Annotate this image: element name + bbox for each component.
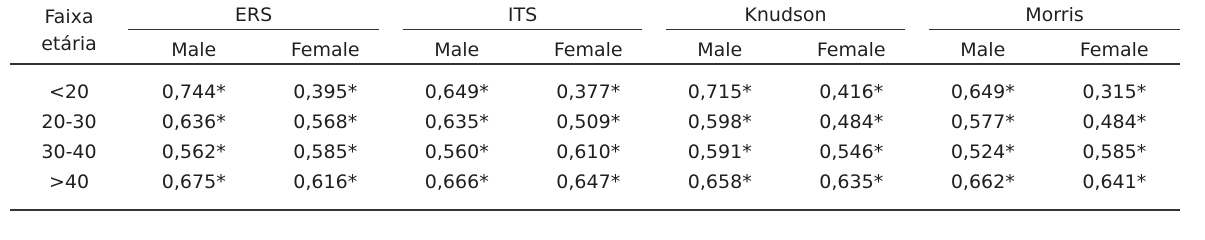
- table-cell: 0,658*: [687, 171, 752, 193]
- table-cell: 0,524*: [950, 141, 1015, 163]
- correlation-table: [10, 0, 1180, 197]
- table-cell: 0,715*: [687, 81, 752, 103]
- age-group-label: >40: [48, 171, 90, 193]
- sex-header: Female: [523, 36, 655, 64]
- age-group-label: 30-40: [41, 141, 97, 163]
- table-bottom-rule: [10, 209, 1180, 211]
- table-cell: 0,315*: [1082, 81, 1147, 103]
- sex-header: Male: [128, 36, 260, 64]
- sex-header: Female: [786, 36, 918, 64]
- table-row: [10, 107, 1180, 137]
- table-cell: 0,577*: [950, 111, 1015, 133]
- age-group-label: 20-30: [41, 111, 97, 133]
- table-cell: 0,649*: [950, 81, 1015, 103]
- table-row: [10, 64, 1180, 107]
- table-cell: 0,546*: [819, 141, 884, 163]
- table-cell: 0,636*: [161, 111, 226, 133]
- table-cell: 0,662*: [950, 171, 1015, 193]
- table-cell: 0,744*: [161, 81, 226, 103]
- table-cell: 0,598*: [687, 111, 752, 133]
- table-cell: 0,585*: [1082, 141, 1147, 163]
- table-cell: 0,395*: [293, 81, 358, 103]
- table-cell: 0,666*: [424, 171, 489, 193]
- sex-header: Male: [654, 36, 786, 64]
- group-header-knudson: Knudson: [654, 0, 917, 36]
- table-row: [10, 167, 1180, 197]
- table-cell: 0,377*: [556, 81, 621, 103]
- age-group-label: <20: [48, 81, 90, 103]
- table-cell: 0,585*: [293, 141, 358, 163]
- table-cell: 0,484*: [1082, 111, 1147, 133]
- table-cell: 0,647*: [556, 171, 621, 193]
- group-header-morris: Morris: [917, 0, 1180, 36]
- table-cell: 0,509*: [556, 111, 621, 133]
- age-group-header-line1: Faixa: [44, 6, 94, 28]
- table-cell: 0,484*: [819, 111, 884, 133]
- group-header-its: ITS: [391, 0, 654, 36]
- table-cell: 0,616*: [293, 171, 358, 193]
- sex-header: Male: [391, 36, 523, 64]
- table-cell: 0,610*: [556, 141, 621, 163]
- age-group-header-line2: etária: [41, 33, 97, 55]
- group-header-row: [10, 0, 1180, 36]
- table-row: [10, 137, 1180, 167]
- sex-header: Male: [917, 36, 1049, 64]
- table-cell: 0,568*: [293, 111, 358, 133]
- table-cell: 0,560*: [424, 141, 489, 163]
- table-cell: 0,591*: [687, 141, 752, 163]
- table-cell: 0,416*: [819, 81, 884, 103]
- table-cell: 0,635*: [424, 111, 489, 133]
- table-cell: 0,562*: [161, 141, 226, 163]
- sex-header-row: [10, 36, 1180, 64]
- table-cell: 0,649*: [424, 81, 489, 103]
- group-header-ers: ERS: [128, 0, 391, 36]
- table-cell: 0,635*: [819, 171, 884, 193]
- age-group-header: [10, 0, 128, 64]
- table-cell: 0,675*: [161, 171, 226, 193]
- sex-header: Female: [1049, 36, 1181, 64]
- sex-header: Female: [260, 36, 392, 64]
- table-cell: 0,641*: [1082, 171, 1147, 193]
